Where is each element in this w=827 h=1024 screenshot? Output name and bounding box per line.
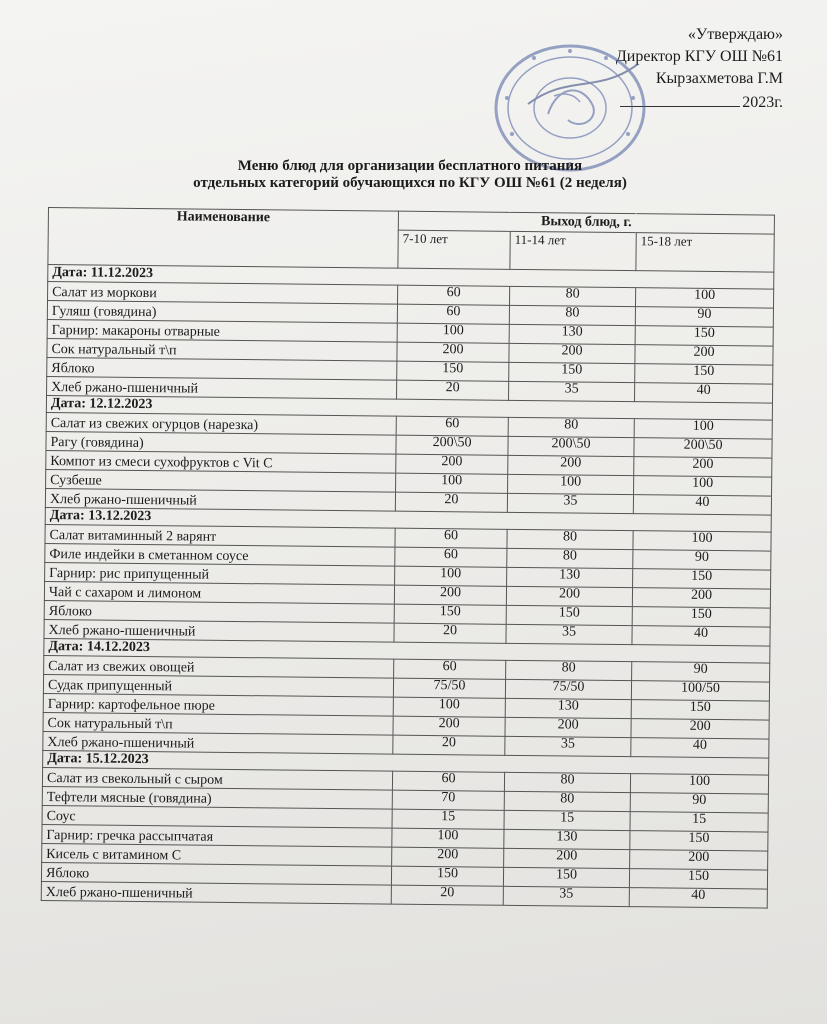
portion-15-18: 150 xyxy=(631,700,769,720)
portion-15-18: 40 xyxy=(633,495,771,515)
portion-15-18: 90 xyxy=(630,793,768,813)
portion-7-10: 70 xyxy=(392,790,504,810)
dish-name: Сузбеше xyxy=(46,469,396,492)
portion-11-14: 130 xyxy=(504,829,630,849)
dish-name: Хлеб ржано-пшеничный xyxy=(45,488,395,511)
portion-7-10: 200\50 xyxy=(396,435,508,455)
date-label: Дата: 14.12.2023 xyxy=(44,638,770,663)
dish-name: Компот из смеси сухофруктов с Vit C xyxy=(46,450,396,473)
date-label: Дата: 15.12.2023 xyxy=(43,750,769,775)
portion-15-18: 100 xyxy=(634,419,772,439)
portion-7-10: 100 xyxy=(395,566,507,586)
dish-name: Сок натуральный т\п xyxy=(43,712,393,735)
portion-7-10: 60 xyxy=(395,528,507,548)
portion-7-10: 200 xyxy=(392,847,504,867)
dish-name: Салат из моркови xyxy=(48,282,398,305)
dish-name: Гарнир: рис припущенный xyxy=(45,562,395,585)
approval-signatory: Кырзахметова Г.М xyxy=(655,70,783,87)
dish-name: Кисель с витамином С xyxy=(42,843,392,866)
approval-year: 2023г. xyxy=(742,94,783,111)
portion-11-14: 80 xyxy=(508,417,634,437)
menu-table-body xyxy=(41,265,774,909)
portion-11-14: 80 xyxy=(507,529,633,549)
dish-name: Гуляш (говядина) xyxy=(47,301,397,324)
portion-11-14: 75/50 xyxy=(505,679,631,699)
portion-15-18: 40 xyxy=(629,888,767,908)
portion-7-10: 20 xyxy=(393,735,505,755)
portion-11-14: 35 xyxy=(505,736,631,756)
dish-name: Хлеб ржано-пшеничный xyxy=(41,881,391,904)
portion-7-10: 100 xyxy=(396,473,508,493)
portion-11-14: 130 xyxy=(507,567,633,587)
portion-15-18: 150 xyxy=(635,326,773,346)
portion-11-14: 200 xyxy=(506,586,632,606)
portion-15-18: 40 xyxy=(632,626,770,646)
portion-11-14: 130 xyxy=(505,698,631,718)
portion-7-10: 60 xyxy=(395,547,507,567)
portion-7-10: 150 xyxy=(391,866,503,886)
portion-15-18: 100/50 xyxy=(631,681,769,701)
portion-11-14: 200 xyxy=(504,848,630,868)
dish-name: Гарнир: картофельное пюре xyxy=(43,693,393,716)
portion-11-14: 80 xyxy=(507,548,633,568)
date-label: Дата: 12.12.2023 xyxy=(46,395,772,420)
portion-7-10: 75/50 xyxy=(393,678,505,698)
menu-title-line-2: отдельных категорий обучающихся по КГУ ОШ №61 (2 неделя) xyxy=(193,175,627,191)
portion-11-14: 35 xyxy=(506,624,632,644)
portion-7-10: 200 xyxy=(397,342,509,362)
portion-7-10: 200 xyxy=(396,454,508,474)
portion-11-14: 80 xyxy=(506,660,632,680)
date-label: Дата: 11.12.2023 xyxy=(48,265,774,290)
dish-name: Яблоко xyxy=(41,862,391,885)
portion-15-18: 150 xyxy=(629,869,767,889)
portion-15-18: 40 xyxy=(634,383,772,403)
dish-name: Гарнир: макароны отварные xyxy=(47,319,397,342)
portion-7-10: 150 xyxy=(394,604,506,624)
dish-name: Салат из свежих огурцов (нарезка) xyxy=(46,412,396,435)
dish-name: Салат из свекольный с сыром xyxy=(42,767,392,790)
portion-7-10: 20 xyxy=(394,623,506,643)
dish-name: Рагу (говядина) xyxy=(46,431,396,454)
column-header-age-15-18: 15-18 лет xyxy=(636,233,774,272)
portion-15-18: 100 xyxy=(630,774,768,794)
portion-7-10: 60 xyxy=(396,416,508,436)
portion-11-14: 35 xyxy=(503,886,629,906)
portion-15-18: 150 xyxy=(632,607,770,627)
menu-table xyxy=(41,207,775,909)
dish-name: Филе индейки в сметанном соусе xyxy=(45,543,395,566)
column-header-name: Наименование xyxy=(48,208,399,269)
dish-name: Хлеб ржано-пшеничный xyxy=(43,731,393,754)
dish-name: Гарнир: гречка рассыпчатая xyxy=(42,824,392,847)
portion-15-18: 200 xyxy=(630,850,768,870)
portion-11-14: 35 xyxy=(507,493,633,513)
dish-name: Яблоко xyxy=(47,357,397,380)
portion-11-14: 35 xyxy=(509,381,635,401)
dish-name: Тефтели мясные (говядина) xyxy=(42,786,392,809)
date-label: Дата: 13.12.2023 xyxy=(45,507,771,532)
portion-11-14: 200\50 xyxy=(508,436,634,456)
portion-11-14: 150 xyxy=(503,867,629,887)
dish-name: Сок натуральный т\п xyxy=(47,338,397,361)
portion-7-10: 200 xyxy=(393,716,505,736)
portion-15-18: 90 xyxy=(632,662,770,682)
portion-15-18: 150 xyxy=(630,831,768,851)
portion-15-18: 200 xyxy=(632,588,770,608)
dish-name: Салат из свежих овощей xyxy=(44,655,394,678)
dish-name: Соус xyxy=(42,805,392,828)
portion-7-10: 100 xyxy=(397,323,509,343)
dish-name: Хлеб ржано-пшеничный xyxy=(47,376,397,399)
portion-7-10: 15 xyxy=(392,809,504,829)
portion-11-14: 80 xyxy=(504,772,630,792)
portion-11-14: 200 xyxy=(508,455,634,475)
dish-name: Салат витаминный 2 варянт xyxy=(45,524,395,547)
portion-15-18: 90 xyxy=(635,307,773,327)
portion-11-14: 80 xyxy=(509,286,635,306)
dish-name: Яблоко xyxy=(44,600,394,623)
portion-7-10: 150 xyxy=(397,361,509,381)
portion-7-10: 20 xyxy=(397,380,509,400)
approval-position: Директор КГУ ОШ №61 xyxy=(615,48,783,65)
portion-7-10: 20 xyxy=(391,885,503,905)
portion-15-18: 200 xyxy=(631,719,769,739)
portion-15-18: 100 xyxy=(635,288,773,308)
portion-11-14: 15 xyxy=(504,810,630,830)
approval-heading: «Утверждаю» xyxy=(687,26,783,43)
portion-11-14: 80 xyxy=(504,791,630,811)
column-header-age-11-14: 11-14 лет xyxy=(510,232,636,271)
portion-15-18: 100 xyxy=(634,476,772,496)
column-header-output: Выход блюд, г. xyxy=(398,211,774,234)
portion-15-18: 200\50 xyxy=(634,438,772,458)
dish-name: Хлеб ржано-пшеничный xyxy=(44,619,394,642)
portion-11-14: 200 xyxy=(505,717,631,737)
portion-11-14: 100 xyxy=(508,474,634,494)
menu-title-line-1: Меню блюд для организации бесплатного питания xyxy=(237,158,583,174)
portion-11-14: 150 xyxy=(506,605,632,625)
portion-11-14: 130 xyxy=(509,324,635,344)
portion-7-10: 200 xyxy=(394,585,506,605)
portion-15-18: 200 xyxy=(635,345,773,365)
portion-11-14: 200 xyxy=(509,343,635,363)
portion-7-10: 60 xyxy=(397,304,509,324)
portion-7-10: 60 xyxy=(394,659,506,679)
portion-7-10: 60 xyxy=(398,285,510,305)
portion-15-18: 100 xyxy=(633,531,771,551)
portion-11-14: 80 xyxy=(509,305,635,325)
portion-15-18: 200 xyxy=(634,457,772,477)
dish-name: Чай с сахаром и лимоном xyxy=(44,581,394,604)
column-header-age-7-10: 7-10 лет xyxy=(398,230,510,269)
portion-15-18: 40 xyxy=(631,738,769,758)
portion-15-18: 90 xyxy=(633,550,771,570)
portion-15-18: 150 xyxy=(635,364,773,384)
portion-15-18: 15 xyxy=(630,812,768,832)
portion-7-10: 100 xyxy=(392,828,504,848)
portion-7-10: 60 xyxy=(392,771,504,791)
portion-7-10: 20 xyxy=(395,492,507,512)
portion-11-14: 150 xyxy=(509,362,635,382)
portion-15-18: 150 xyxy=(633,569,771,589)
dish-name: Судак припущенный xyxy=(43,674,393,697)
portion-7-10: 100 xyxy=(393,697,505,717)
